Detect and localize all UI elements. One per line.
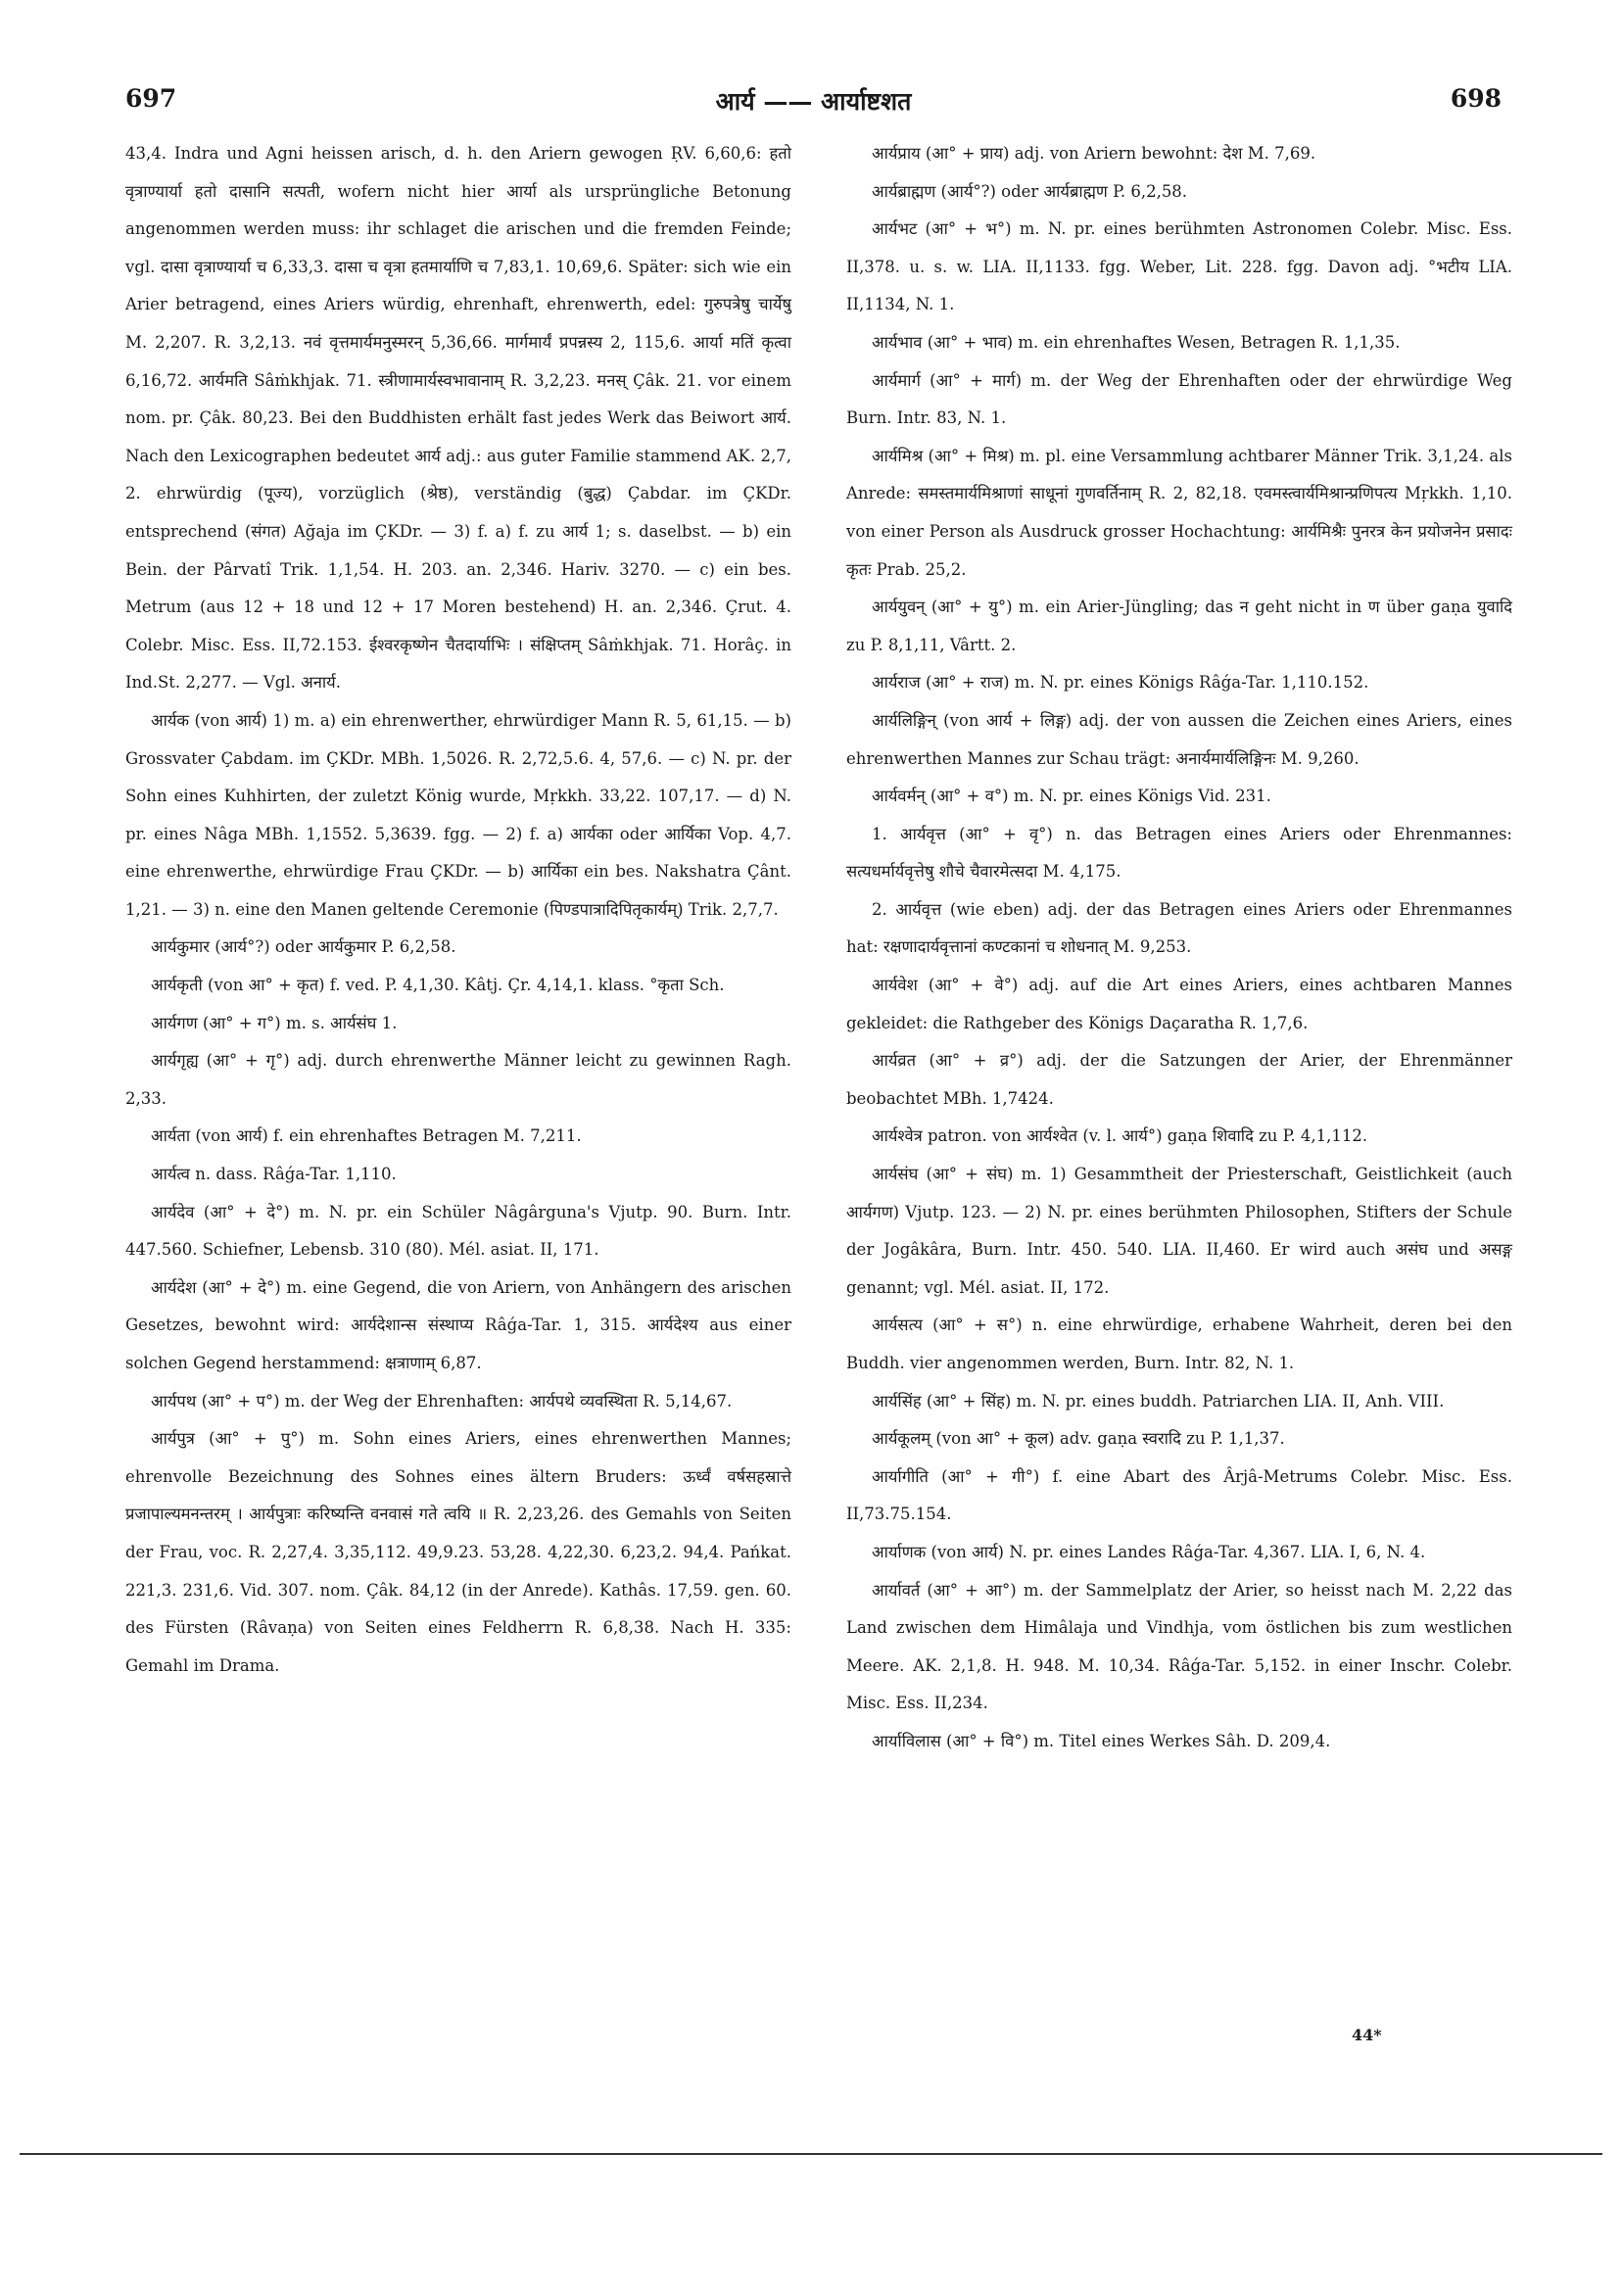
entry-text: आर्यब्राह्मण (आर्य°?) oder आर्यब्राह्मण P. 6,2,58. [872,181,1188,201]
entry-text: आर्यपथ (आ° + प°) m. der Weg der Ehrenhaften: आर्यपथे व्यवस्थिता R. 5,14,67. [151,1391,733,1411]
signature-mark: 44* [1352,2026,1382,2044]
entry-text: आर्ययुवन् (आ° + यु°) m. ein Arier-Jüngling; das न geht nicht in ण über gaṇa युवादि zu P. 8,1,11, Vârtt. 2. [846,598,1512,654]
entry-text: आर्यवर्मन् (आ° + व°) m. N. pr. eines Königs Vid. 231. [872,787,1271,806]
entry-text: आर्यवेश (आ° + वे°) adj. auf die Art eines Ariers, eines achtbaren Mannes gekleidet: die Rathgeber des Königs Daçaratha R. 1,7,6. [846,976,1512,1032]
entry-text: आर्यभट (आ° + भ°) m. N. pr. eines berühmten Astronomen Colebr. Misc. Ess. II,378. u. s. w. LIA. II,1133. fgg. Weber, Lit. 228. fgg. Davon adj. °भटीय LIA. II,1134, N. 1. [846,219,1512,314]
entry-text: आर्यसिंह (आ° + सिंह) m. N. pr. eines buddh. Patriarchen LIA. II, Anh. VIII. [872,1391,1445,1411]
entry-text: आर्यागीति (आ° + गी°) f. eine Abart des Ârjâ-Metrums Colebr. Misc. Ess. II,73.75.154. [846,1466,1512,1524]
entry-text: आर्यकृती (von आ° + कृत) f. ved. P. 4,1,30. Kâtj. Çr. 4,14,1. klass. °कृता Sch. [151,976,725,995]
entry-text: आर्यकुमार (आर्य°?) oder आर्यकुमार P. 6,2,58. [151,937,456,957]
page-number-left: 697 [125,84,177,113]
entry-text: आर्याणक (von आर्य) N. pr. eines Landes Râǵa-Tar. 4,367. LIA. I, 6, N. 4. [872,1542,1426,1561]
entry-text: आर्यलिङ्गिन् (von आर्य + लिङ्ग) adj. der von aussen die Zeichen eines Ariers, eines ehrenwerthen Mannes zur Schau trägt: अनार्यमार्यलिङ्गिनः M. 9,260. [846,710,1512,768]
entry-text: आर्यता (von आर्य) f. ein ehrenhaftes Betragen M. 7,211. [151,1126,582,1146]
entry-text: 43,4. Indra und Agni heissen arisch, d. h. den Ariern gewogen ṚV. 6,60,6: हतो वृत्राण्यार्या हतो दासानि सत्पती, wofern nicht hier आर्या als ursprüngliche Betonung angenommen werden muss: ihr schlaget die arischen und die fremden Feinde; vgl. दासा वृत्राण्यार्या च 6,33,3. दासा च वृत्रा हतमार्याणि च 7,83,1. 10,69,6. Später: sich wie ein Arier betragend, eines Ariers würdig, ehrenhaft, ehrenwerth, edel: गुरुपत्रेषु चार्येषु M. 2,207. R. 3,2,13. नवं वृत्तमार्यमनुस्मरन् 5,36,66. मार्गमार्यं प्रपन्नस्य 2, 115,6. आर्या मतिं कृत्वा 6,16,72. आर्यमति Sâṁkhjak. 71. स्त्रीणामार्यस्वभावानाम् R. 3,2,23. मनस् Çâk. 21. vor einem nom. pr. Çâk. 80,23. Bei den Buddhisten erhält fast jedes Werk das Beiwort आर्य. Nach den Lexicographen bedeutet आर्य adj.: aus guter Familie stammend AK. 2,7, 2. ehrwürdig (पूज्य), vorzüglich (श्रेष्ठ), verständig (बुद्ध) Çabdar. im ÇKDr. entsprechend (संगत) Ağaja im ÇKDr. — 3) f. a) f. zu आर्य 1; s. daselbst. — b) ein Bein. der Pârvatî Trik. 1,1,54. H. 203. an. 2,346. Hariv. 3270. — c) ein bes. Metrum (aus 12 + 18 und 12 + 17 Moren bestehend) H. an. 2,346. Çrut. 4. Colebr. Misc. Ess. II,72.153. ईश्वरकृष्णेन चैतदार्याभिः । संक्षिप्तम् Sâṁkhjak. 71. Horâç. in Ind.St. 2,277. — Vgl. अनार्य. [125,144,791,693]
entry-text: आर्यगण (आ° + ग°) m. s. आर्यसंघ 1. [151,1013,398,1032]
entry-text: आर्यकूलम् (von आ° + कूल) adv. gaṇa स्वरादि zu P. 1,1,37. [872,1429,1285,1449]
entry-text: आर्यराज (आ° + राज) m. N. pr. eines Königs Râǵa-Tar. 1,110.152. [872,673,1369,693]
entry-text: आर्यावर्त (आ° + आ°) m. der Sammelplatz der Arier, so heisst nach M. 2,22 das Land zwischen dem Himâlaja und Vindhja, vom östlichen bis zum westlichen Meere. AK. 2,1,8. H. 948. M. 10,34. Râǵa-Tar. 5,152. in einer Inschr. Colebr. Misc. Ess. II,234. [846,1580,1512,1713]
entry-text: आर्यपुत्र (आ° + पु°) m. Sohn eines Ariers, eines ehrenwerthen Mannes; ehrenvolle Bezeichnung des Sohnes eines ältern Bruders: ऊर्ध्वं वर्षसहस्रात्ते प्रजापाल्यमनन्तरम् । आर्यपुत्राः करिष्यन्ति वनवासं गते त्वयि ॥ R. 2,23,26. des Gemahls von Seiten der Frau, voc. R. 2,27,4. 3,35,112. 49,9.23. 53,28. 4,22,30. 6,23,2. 94,4. Pańkat. 221,3. 231,6. Vid. 307. nom. Çâk. 84,12 (in der Anrede). Kathâs. 17,59. gen. 60. des Fürsten (Râvaṇa) von Seiten eines Feldherrn R. 6,8,38. Nach H. 335: Gemahl im Drama. [125,1429,791,1675]
entry-text: 1. आर्यवृत्त (आ° + वृ°) n. das Betragen eines Ariers oder Ehrenmannes: सत्यधर्मार्यवृत्तेषु शौचे चैवारमेत्सदा M. 4,175. [846,824,1512,882]
entry-text: आर्यश्वेत्र patron. von आर्यश्वेत (v. l. आर्य°) gaṇa शिवादि zu P. 4,1,112. [872,1126,1368,1146]
entry-text: आर्यप्राय (आ° + प्राय) adj. von Ariern bewohnt: देश M. 7,69. [872,144,1316,163]
entry-text: आर्यमिश्र (आ° + मिश्र) m. pl. eine Versammlung achtbarer Männer Trik. 3,1,24. als Anrede: समस्तमार्यमिश्राणां साधूनां गुणवर्तिनाम् R. 2, 82,18. एवमस्त्वार्यमिश्रान्प्रणिपत्य Mṛkkh. 1,10. von einer Person als Ausdruck grosser Hochachtung: आर्यमिश्रैः पुनरत्र केन प्रयोजनेन प्रसादः कृतः Prab. 25,2. [846,446,1512,579]
entry-text: आर्यमार्ग (आ° + मार्ग) m. der Weg der Ehrenhaften oder der ehrwürdige Weg Burn. Intr. 83, N. 1. [846,370,1512,428]
page-number-right: 698 [1450,84,1502,113]
entry-text: आर्यसत्य (आ° + स°) n. eine ehrwürdige, erhabene Wahrheit, deren bei den Buddh. vier angenommen werden, Burn. Intr. 82, N. 1. [846,1315,1512,1372]
right-column [846,135,1512,1761]
entry-text: आर्यगृह्य (आ° + गृ°) adj. durch ehrenwerthe Männer leicht zu gewinnen Ragh. 2,33. [125,1051,791,1108]
entry-text: आर्यसंघ (आ° + संघ) m. 1) Gesammtheit der Priesterschaft, Geistlichkeit (auch आर्यगण) Vjutp. 123. — 2) N. pr. eines berühmten Philosophen, Stifters der Schule der Jogâkâra, Burn. Intr. 450. 540. LIA. II,460. Er wird auch असंघ und असङ्ग genannt; vgl. Mél. asiat. II, 172. [846,1165,1512,1297]
page-header [125,84,1502,123]
left-column [125,135,791,1685]
entry-text: आर्यत्व n. dass. Râǵa-Tar. 1,110. [151,1165,397,1184]
entry-text: आर्यदेव (आ° + दे°) m. N. pr. ein Schüler Nâgârguna's Vjutp. 90. Burn. Intr. 447.560. Schiefner, Lebensb. 310 (80). Mél. asiat. II, 171. [125,1202,791,1260]
bottom-rule [20,2153,1602,2155]
entry-text: आर्यक (von आर्य) 1) m. a) ein ehrenwerther, ehrwürdiger Mann R. 5, 61,15. — b) Grossvater Çabdam. im ÇKDr. MBh. 1,5026. R. 2,72,5.6. 4, 57,6. — c) N. pr. der Sohn eines Kuhhirten, der zuletzt König wurde, Mṛkkh. 33,22. 107,17. — d) N. pr. eines Nâga MBh. 1,1552. 5,3639. fgg. — 2) f. a) आर्यका oder आर्यिका Vop. 4,7. eine ehrenwerthe, ehrwürdige Frau ÇKDr. — b) आर्यिका ein bes. Nakshatra Çânt. 1,21. — 3) n. eine den Manen geltende Ceremonie (पिण्डपात्रादिपितृकार्यम्) Trik. 2,7,7. [125,710,791,919]
entry-text: आर्यदेश (आ° + दे°) m. eine Gegend, die von Ariern, von Anhängern des arischen Gesetzes, bewohnt wird: आर्यदेशान्स संस्थाप्य Râǵa-Tar. 1, 315. आर्यदेश्य aus einer solchen Gegend herstammend: क्षत्राणाम् 6,87. [125,1277,791,1372]
entry-text: 2. आर्यवृत्त (wie eben) adj. der das Betragen eines Ariers oder Ehrenmannes hat: रक्षणादार्यवृत्तानां कण्टकानां च शोधनात् M. 9,253. [846,899,1512,957]
running-title: आर्य —— आर्याष्टशत [715,87,912,116]
entry-text: आर्यव्रत (आ° + व्र°) adj. der die Satzungen der Arier, der Ehrenmänner beobachtet MBh. 1,7424. [846,1051,1512,1108]
entry-text: आर्याविलास (आ° + वि°) m. Titel eines Werkes Sâh. D. 209,4. [872,1731,1331,1750]
entry-text: आर्यभाव (आ° + भाव) m. ein ehrenhaftes Wesen, Betragen R. 1,1,35. [872,332,1401,352]
